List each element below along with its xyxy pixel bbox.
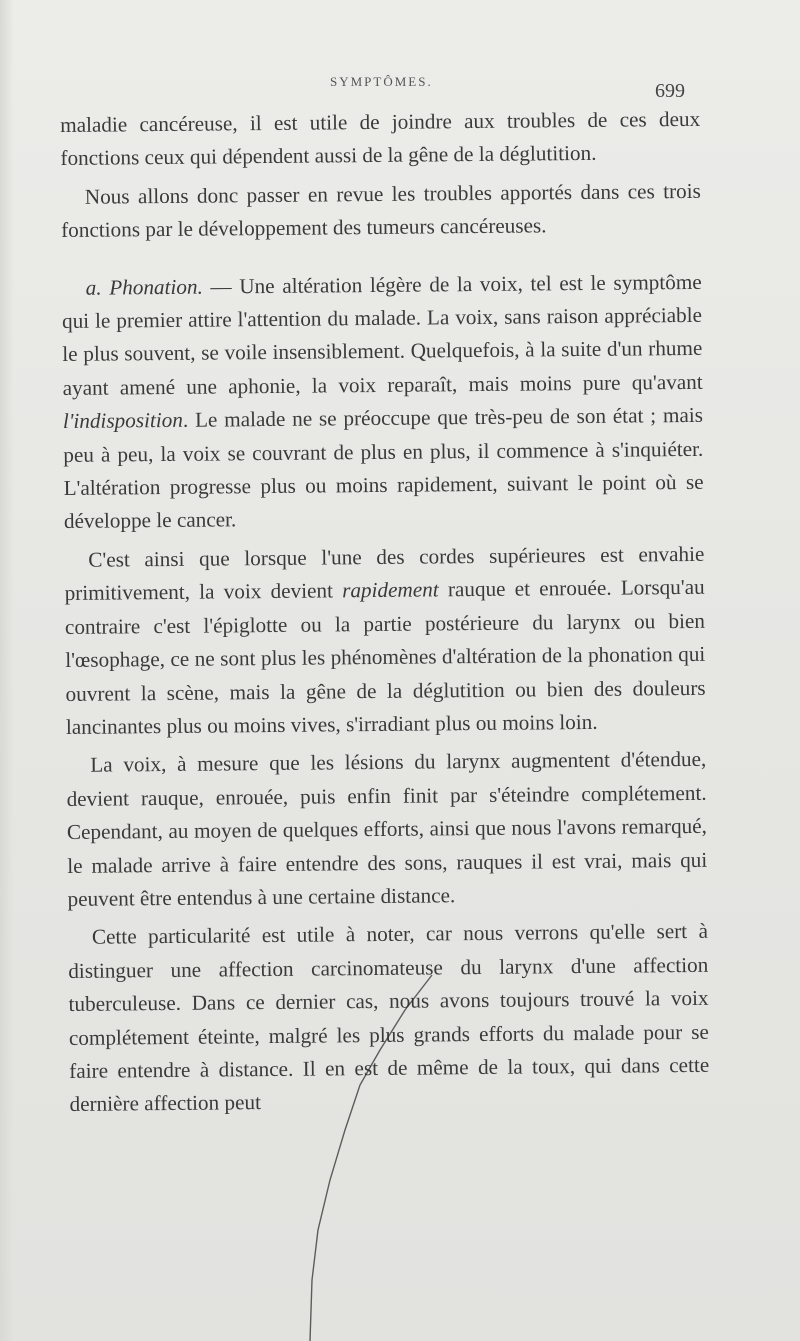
paragraph-text: C'est ainsi que lorsque l'une des cordes supérieures est envahie primitivement, la voix devient (64, 541, 705, 606)
page-edge-shadow (0, 0, 14, 1341)
paragraph-text: — Une altération légère de la voix, tel est le symptôme qui le premier attire l'attention du malade. La voix, sans raison appréciable le plus souvent, se voile insensiblement. Quelquefois, à la suite d'un rhume ayant amené une aphonie, la voix reparaît, mais moins pure qu'avant (61, 269, 703, 400)
emphasis: rapidement (342, 577, 439, 603)
page-number: 699 (655, 80, 685, 102)
paragraph-text: rauque et enrouée. Lorsqu'au contraire c'est l'épiglotte ou la partie postérieure du larynx ou bien l'œsophage, ce ne sont plus les phénomènes d'altération de la phonation qui ouvrent la scène, mais la gêne de la déglutition ou bien des douleurs lancinantes plus ou moins vives, s'irradiant plus ou moins loin. (64, 575, 706, 739)
running-head: SYMPTÔMES. (330, 74, 433, 89)
paragraph: La voix, à mesure que les lésions du larynx augmentent d'étendue, devient rauque, enrouée, puis enfin finit par s'éteindre complétement. Cependant, au moyen de quelques efforts, ainsi que nous l'avons remarqué, le malade arrive à faire entendre des sons, rauques il est vrai, mais qui peuvent être entendus à une certaine distance. (66, 747, 708, 911)
paragraph-text: . Le malade ne se préoccupe que très-peu de son état ; mais peu à peu, la voix se couvrant de plus en plus, il commence à s'inquiéter. L'altération progresse plus ou moins rapidement, suivant le point où se développe le cancer. (63, 403, 704, 534)
section-heading: a. Phonation. (85, 274, 203, 300)
paragraph-phonation (62, 265, 705, 538)
body-text (60, 103, 710, 1122)
emphasis: l'indisposition (62, 408, 184, 434)
paragraph: maladie cancéreuse, il est utile de joindre aux troubles de ces deux fonctions ceux qui dépendent aussi de la gêne de la déglutition. (60, 106, 701, 171)
paragraph (64, 538, 706, 745)
paragraph: Nous allons donc passer en revue les troubles apportés dans ces trois fonctions par le développement des tumeurs cancéreuses. (61, 178, 701, 243)
paragraph: Cette particularité est utile à noter, car nous verrons qu'elle sert à distinguer une affection carcinomateuse du larynx d'une affection tuberculeuse. Dans ce dernier cas, nous avons toujours trouvé la voix complétement éteinte, malgré les plus grands efforts du malade pour se faire entendre à distance. Il en est de même de la toux, qui dans cette dernière affection peut (68, 919, 710, 1117)
